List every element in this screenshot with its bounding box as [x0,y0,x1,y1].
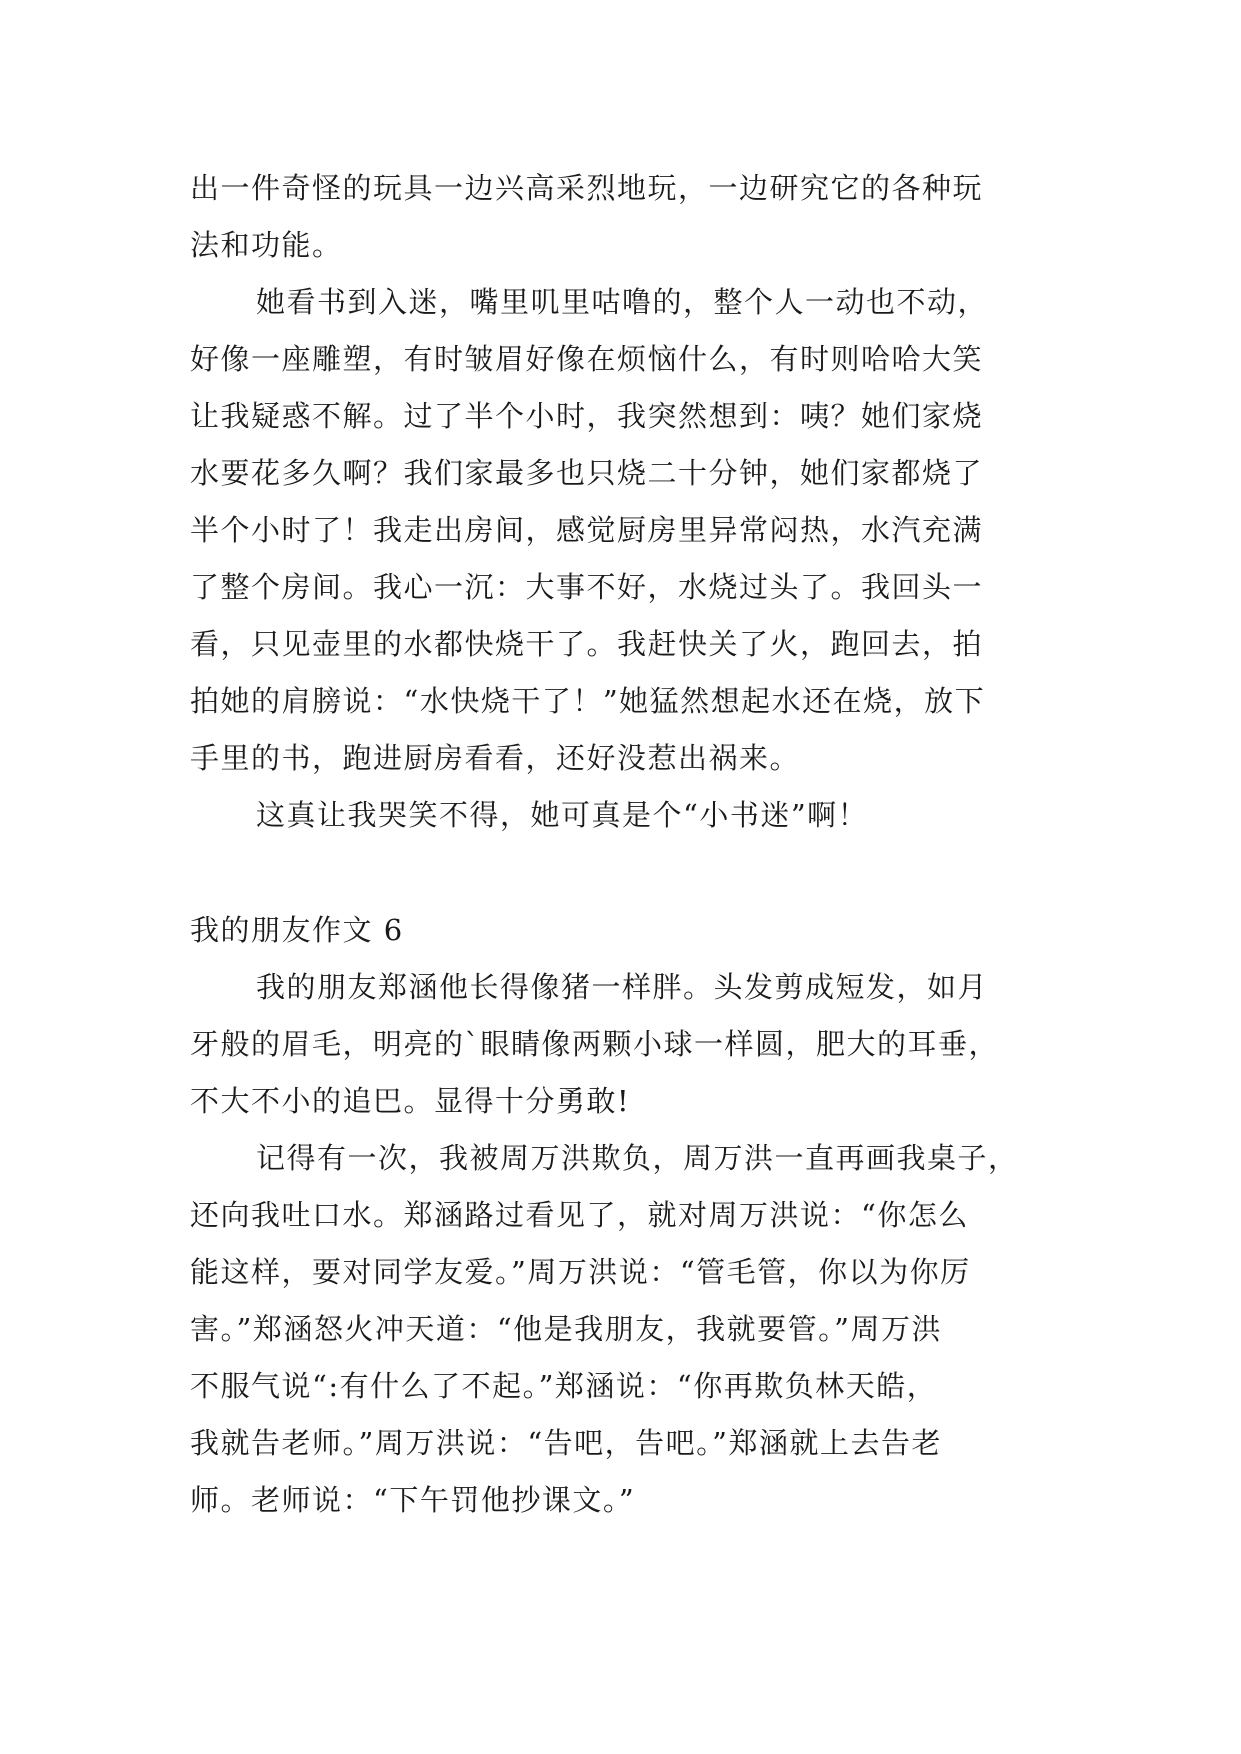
text-line: 手里的书，跑进厨房看看，还好没惹出祸来。 [190,741,801,775]
text-line: 我就告老师。”周万洪说：“告吧，告吧。”郑涵就上去告老 [190,1426,942,1460]
paragraph-friend-description [190,959,1060,1130]
paragraph-friend-story [190,1130,1060,1529]
text-line: 能这样，要对同学友爱。”周万洪说：“管毛管，你以为你厉 [190,1255,971,1289]
text-line: 这真让我哭笑不得，她可真是个“小书迷”啊！ [256,798,869,832]
text-line: 让我疑惑不解。过了半个小时，我突然想到：咦？她们家烧 [190,399,984,433]
text-line: 半个小时了！我走出房间，感觉厨房里异常闷热，水汽充满 [190,513,984,547]
text-line: 师。老师说：“下午罚他抄课文。” [190,1483,636,1517]
paragraph-toy [190,160,1060,274]
text-line: 她看书到入迷，嘴里叽里咕噜的，整个人一动也不动， [256,285,989,319]
text-line: 好像一座雕塑，有时皱眉好像在烦恼什么，有时则哈哈大笑 [190,342,984,376]
section-gap [190,844,1060,902]
text-line: 拍她的肩膀说：“水快烧干了！”她猛然想起水还在烧，放下 [190,684,986,718]
text-line: 不服气说“:有什么了不起。”郑涵说：“你再欺负林天皓， [190,1369,938,1403]
text-line: 还向我吐口水。郑涵路过看见了，就对周万洪说：“你怎么 [190,1198,969,1232]
text-line: 记得有一次，我被周万洪欺负，周万洪一直再画我桌子， [256,1141,1019,1175]
text-line: 了整个房间。我心一沉：大事不好，水烧过头了。我回头一 [190,570,984,604]
text-line: 不大不小的追巴。显得十分勇敢! [190,1084,631,1118]
essay-title: 我的朋友作文 6 [190,913,404,947]
paragraph-reading [190,274,1060,787]
paragraph-conclusion [190,787,1060,844]
text-line: 害。”郑涵怒火冲天道：“他是我朋友，我就要管。”周万洪 [190,1312,942,1346]
text-line: 水要花多久啊？我们家最多也只烧二十分钟，她们家都烧了 [190,456,984,490]
text-line: 法和功能。 [190,228,343,262]
text-line: 我的朋友郑涵他长得像猪一样胖。头发剪成短发，如月 [256,970,989,1004]
text-line: 出一件奇怪的玩具一边兴高采烈地玩，一边研究它的各种玩 [190,171,984,205]
text-line: 看，只见壶里的水都快烧干了。我赶快关了火，跑回去，拍 [190,627,984,661]
text-line: 牙般的眉毛，明亮的`眼睛像两颗小球一样圆，肥大的耳垂， [190,1027,1000,1061]
document-body [190,160,1060,1529]
